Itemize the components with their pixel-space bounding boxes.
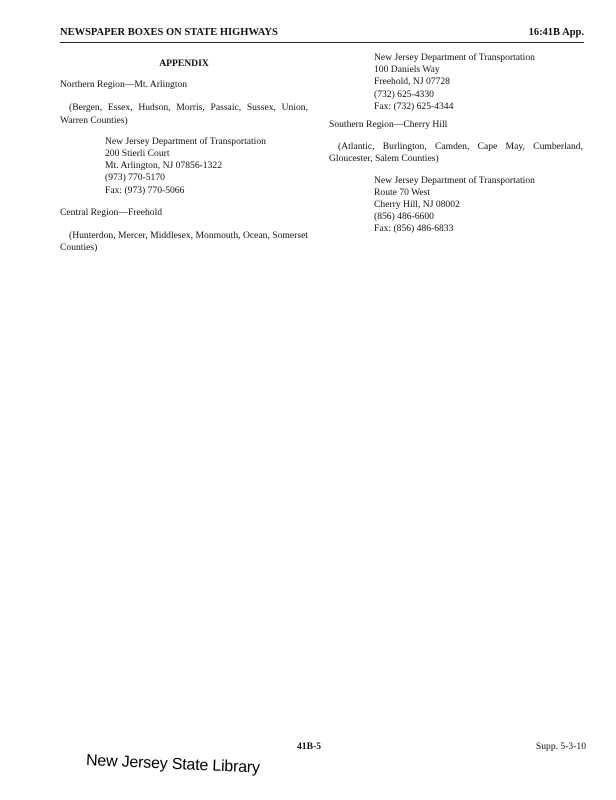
address-line: Cherry Hill, NJ 08002 [374,199,460,211]
address-line: Freehold, NJ 07728 [374,76,450,88]
central-region-address [374,52,583,113]
header-section-number: 16:41B App. [528,27,584,38]
address-fax: Fax: (856) 486-6833 [374,223,454,235]
central-region-counties: (Hunterdon, Mercer, Middlesex, Monmouth, Ocean, Somerset Counties) [60,230,308,254]
address-line: 200 Stierli Court [105,148,170,160]
address-fax: Fax: (973) 770-5066 [105,184,185,196]
northern-region-counties: (Bergen, Essex, Hudson, Morris, Passaic, Sussex, Union, Warren Counties) [60,102,308,126]
header-title: NEWSPAPER BOXES ON STATE HIGHWAYS [60,27,278,38]
central-region-heading: Central Region—Freehold [60,206,163,218]
address-line: New Jersey Department of Transportation [374,174,535,186]
library-watermark-logo: New Jersey State Library [85,752,261,777]
address-line: 100 Daniels Way [374,64,440,76]
appendix-title: APPENDIX [159,58,209,69]
southern-region-heading: Southern Region—Cherry Hill [329,119,448,131]
address-fax: Fax: (732) 625-4344 [374,100,454,112]
southern-region-counties: (Atlantic, Burlington, Camden, Cape May, Cumberland, Gloucester, Salem Counties) [329,141,583,165]
page-number: 41B-5 [297,741,321,752]
southern-region-address [374,175,583,236]
header-rule [60,42,584,43]
supplement-date: Supp. 5-3-10 [535,741,586,752]
left-column [60,52,308,263]
right-column [329,52,583,246]
address-phone: (973) 770-5170 [105,172,165,184]
address-line: Mt. Arlington, NJ 07856-1322 [105,160,222,172]
northern-region-heading: Northern Region—Mt. Arlington [60,79,188,91]
address-line: New Jersey Department of Transportation [374,52,535,63]
northern-region-address [105,136,308,197]
address-phone: (732) 625-4330 [374,88,434,100]
address-line: Route 70 West [374,186,431,198]
address-line: New Jersey Department of Transportation [105,135,266,147]
address-phone: (856) 486-6600 [374,211,434,223]
